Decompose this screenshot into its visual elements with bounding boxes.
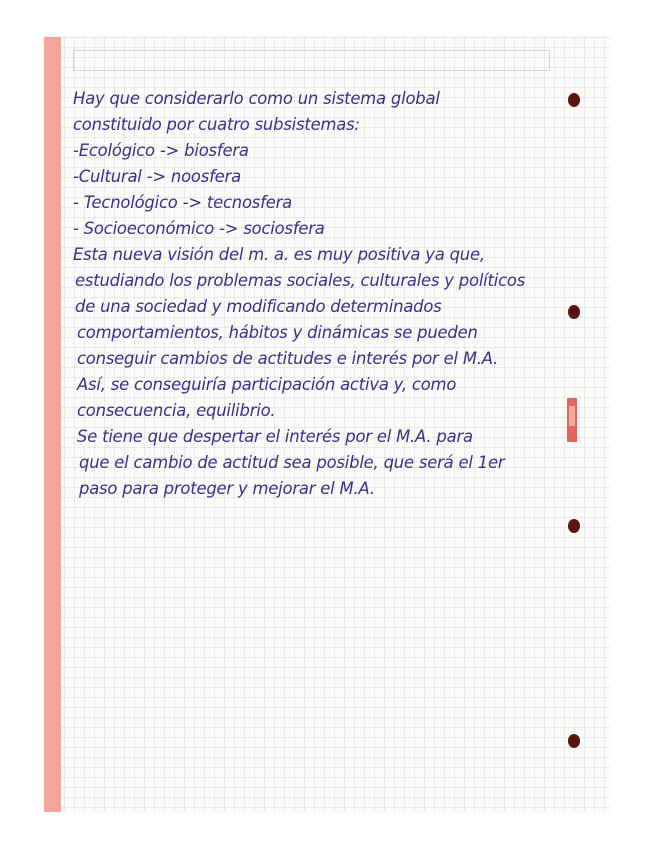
- note-line: constituido por cuatro subsistemas:: [73, 115, 360, 134]
- punch-hole-2: [568, 305, 580, 319]
- note-line: estudiando los problemas sociales, culturales y políticos: [75, 271, 526, 290]
- note-line: -Ecológico -> biosfera: [73, 141, 249, 160]
- note-line: Así, se conseguiría participación activa y, como: [77, 375, 457, 394]
- header-box: [73, 50, 550, 71]
- note-line: -Cultural -> noosfera: [73, 167, 241, 186]
- note-line: que el cambio de actitud sea posible, que será el 1er: [79, 453, 505, 472]
- note-line: de una sociedad y modificando determinados: [75, 297, 442, 316]
- punch-hole-3: [568, 519, 580, 533]
- punch-hole-1: [568, 93, 580, 107]
- handwritten-notes: [73, 86, 558, 502]
- brand-tab: [567, 398, 577, 442]
- punch-hole-4: [568, 734, 580, 748]
- red-margin-strip: [44, 37, 61, 812]
- note-line: Se tiene que despertar el interés por el M.A. para: [77, 427, 473, 446]
- note-line: comportamientos, hábitos y dinámicas se pueden: [77, 323, 478, 342]
- note-line: Esta nueva visión del m. a. es muy positiva ya que,: [73, 245, 485, 264]
- note-line: paso para proteger y mejorar el M.A.: [79, 479, 375, 498]
- note-line: Hay que considerarlo como un sistema global: [73, 89, 440, 108]
- note-line: conseguir cambios de actitudes e interés por el M.A.: [77, 349, 499, 368]
- note-line: - Socioeconómico -> sociosfera: [73, 219, 325, 238]
- note-line: - Tecnológico -> tecnosfera: [73, 193, 292, 212]
- note-line: consecuencia, equilibrio.: [77, 401, 276, 420]
